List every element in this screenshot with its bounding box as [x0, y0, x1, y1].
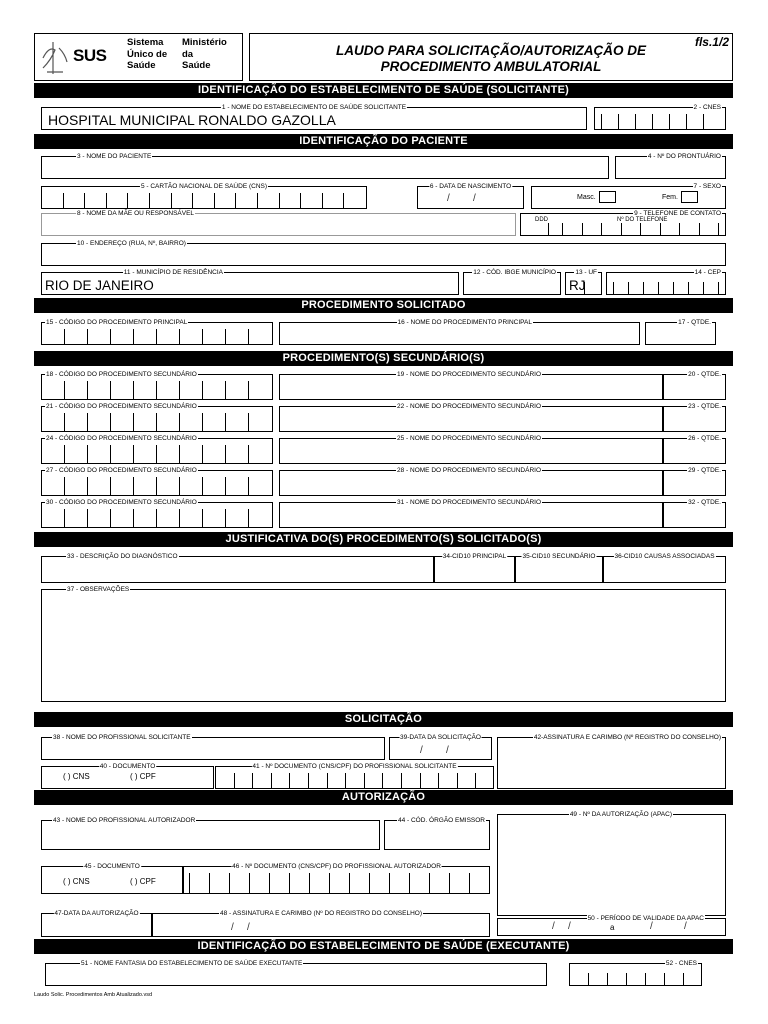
field-51-label: 51 - NOME FANTASIA DO ESTABELECIMENTO DE SAÚDE EXECUTANTE	[81, 960, 303, 967]
telefone-cells	[548, 223, 728, 235]
sec-nome-field[interactable]	[279, 499, 663, 528]
field-10-endereco[interactable]	[41, 240, 726, 266]
date-slash: /	[473, 193, 476, 204]
ministerio-line-2: da	[182, 48, 194, 60]
field-43-label: 43 - NOME DO PROFISSIONAL AUTORIZADOR	[53, 817, 196, 824]
field-3-nome-paciente[interactable]	[41, 153, 609, 179]
field-50-label: 50 - PERÍODO DE VALIDADE DA APAC	[587, 915, 704, 922]
sec-codigo-cells	[41, 413, 271, 431]
doc-aut-cns-option[interactable]: ( ) CNS	[63, 877, 90, 886]
field-49-numero-autorizacao[interactable]	[497, 811, 726, 916]
sec-qtde-field[interactable]	[663, 403, 726, 432]
ministerio-text	[182, 37, 227, 72]
field-16-label: 16 - NOME DO PROCEDIMENTO PRINCIPAL	[397, 319, 532, 326]
sexo-fem-checkbox[interactable]	[681, 191, 698, 203]
field-7-sexo	[531, 183, 726, 209]
sec-codigo-field[interactable]	[41, 403, 273, 432]
section-autorizacao: AUTORIZAÇÃO	[34, 790, 733, 805]
sus-logo-text: SUS	[73, 46, 107, 65]
field-44-label: 44 - CÓD. ÓRGÃO EMISSOR	[397, 817, 485, 824]
field-15-codigo-principal[interactable]	[41, 319, 273, 345]
field-36-cid-causas[interactable]	[603, 553, 726, 583]
field-41-numero-documento[interactable]	[215, 763, 494, 789]
field-48-assinatura-autorizador[interactable]	[152, 910, 490, 937]
sec-nome-label: 31 - NOME DO PROCEDIMENTO SECUNDÁRIO	[397, 499, 541, 506]
date-slash: /	[420, 745, 423, 756]
sec-nome-field[interactable]	[279, 435, 663, 464]
sec-nome-label: 28 - NOME DO PROCEDIMENTO SECUNDÁRIO	[397, 467, 541, 474]
sec-codigo-field[interactable]	[41, 467, 273, 496]
sec-codigo-field[interactable]	[41, 499, 273, 528]
doc-autorizador-cells	[189, 873, 489, 893]
field-39-data-solicitacao[interactable]	[389, 734, 492, 760]
sistema-line-2: Único de	[127, 48, 168, 60]
field-51-nome-executante[interactable]	[45, 960, 547, 986]
sec-nome-field[interactable]	[279, 371, 663, 400]
sec-qtde-label: 20 - QTDE.	[688, 371, 721, 378]
field-5-cns[interactable]	[41, 183, 367, 209]
sus-logo-icon	[39, 38, 71, 76]
sexo-masc-label: Masc.	[577, 194, 596, 201]
sec-codigo-label: 21 - CÓDIGO DO PROCEDIMENTO SECUNDÁRIO	[46, 403, 197, 410]
sexo-fem-label: Fem.	[662, 194, 678, 201]
page-number: fls.1/2	[694, 35, 729, 49]
field-12-ibge[interactable]	[463, 269, 561, 295]
field-11-municipio[interactable]	[41, 269, 459, 295]
sec-codigo-cells	[41, 381, 271, 399]
sec-qtde-field[interactable]	[663, 467, 726, 496]
field-50-periodo-validade[interactable]	[497, 915, 726, 936]
field-46-numero-documento-autorizador[interactable]	[183, 863, 490, 894]
field-38-profissional-solicitante[interactable]	[41, 734, 385, 760]
cnes-cells	[601, 114, 720, 129]
sec-codigo-label: 27 - CÓDIGO DO PROCEDIMENTO SECUNDÁRIO	[46, 467, 197, 474]
form-title-line-2: PROCEDIMENTO AMBULATORIAL	[380, 59, 602, 74]
field-48-label: 48 - ASSINATURA E CARIMBO (Nº DO REGISTRO DO CONSELHO)	[220, 910, 422, 917]
field-6-data-nascimento[interactable]	[417, 183, 524, 209]
field-3-label: 3 - NOME DO PACIENTE	[77, 153, 152, 160]
periodo-separator: a	[610, 923, 615, 932]
sec-codigo-label: 24 - CÓDIGO DO PROCEDIMENTO SECUNDÁRIO	[46, 435, 197, 442]
field-9-ddd-label: DDD	[535, 217, 548, 223]
date-slash: /	[247, 922, 250, 933]
field-44-orgao-emissor[interactable]	[384, 817, 490, 850]
sec-codigo-cells	[41, 445, 271, 463]
sec-codigo-field[interactable]	[41, 371, 273, 400]
field-37-observacoes[interactable]	[41, 586, 726, 702]
sec-nome-label: 19 - NOME DO PROCEDIMENTO SECUNDÁRIO	[397, 371, 541, 378]
field-15-label: 15 - CÓDIGO DO PROCEDIMENTO PRINCIPAL	[46, 319, 188, 326]
sistema-line-1: Sistema	[127, 37, 164, 48]
field-4-label: 4 - Nº DO PRONTUÁRIO	[647, 153, 721, 160]
field-5-label: 5 - CARTÃO NACIONAL DE SAÚDE (CNS)	[140, 183, 268, 190]
field-35-cid-secundario[interactable]	[515, 553, 603, 583]
field-17-qtde[interactable]	[645, 319, 716, 345]
sec-qtde-label: 23 - QTDE.	[688, 403, 721, 410]
section-secundarios: PROCEDIMENTO(S) SECUNDÁRIO(S)	[34, 351, 733, 366]
sec-nome-field[interactable]	[279, 403, 663, 432]
codigo-principal-cells	[41, 329, 271, 344]
field-12-label: 12 - CÓD. IBGE MUNICÍPIO	[473, 269, 556, 276]
field-46-label: 46 - Nº DOCUMENTO (CNS/CPF) DO PROFISSIONAL AUTORIZADOR	[232, 863, 441, 870]
section-solicitante: IDENTIFICAÇÃO DO ESTABELECIMENTO DE SAÚDE (SOLICITANTE)	[34, 83, 733, 98]
field-7-label: 7 - SEXO	[693, 183, 721, 190]
field-47-data-autorizacao[interactable]	[41, 910, 152, 937]
field-40-label: 40 - DOCUMENTO	[99, 763, 156, 770]
field-14-label: 14 - CEP	[694, 269, 721, 276]
sec-nome-field[interactable]	[279, 467, 663, 496]
doc-aut-cpf-option[interactable]: ( ) CPF	[130, 877, 156, 886]
doc-cpf-option[interactable]: ( ) CPF	[130, 772, 156, 781]
sec-qtde-label: 32 - QTDE.	[688, 499, 721, 506]
title-box	[249, 33, 733, 81]
cep-cells	[613, 282, 733, 294]
field-2-label: 2 - CNES	[693, 104, 721, 111]
date-slash: /	[231, 922, 234, 933]
sec-codigo-cells	[41, 509, 271, 527]
field-49-label: 49 - Nº DA AUTORIZAÇÃO (APAC)	[569, 811, 672, 818]
sistema-line-3: Saúde	[127, 60, 156, 71]
field-11-value: RIO DE JANEIRO	[45, 278, 154, 293]
field-39-label: 39-DATA DA SOLICITAÇÃO	[400, 734, 481, 741]
date-slash: /	[650, 921, 653, 932]
field-11-label: 11 - MUNICÍPIO DE RESIDÊNCIA	[123, 269, 223, 276]
field-43-profissional-autorizador[interactable]	[41, 817, 380, 850]
sec-codigo-cells	[41, 477, 271, 495]
section-executante: IDENTIFICAÇÃO DO ESTABELECIMENTO DE SAÚDE (EXECUTANTE)	[34, 939, 733, 954]
sexo-masc-checkbox[interactable]	[599, 191, 616, 203]
uf-cells	[584, 282, 585, 294]
field-9-telefone[interactable]	[520, 210, 726, 236]
sec-qtde-field[interactable]	[663, 371, 726, 400]
field-10-label: 10 - ENDEREÇO (RUA, Nº, BAIRRO)	[77, 240, 186, 247]
field-33-diagnostico[interactable]	[41, 553, 434, 583]
field-34-label: 34-CID10 PRINCIPAL	[442, 553, 507, 560]
sec-codigo-label: 18 - CÓDIGO DO PROCEDIMENTO SECUNDÁRIO	[46, 371, 197, 378]
section-solicitacao: SOLICITAÇÃO	[34, 712, 733, 727]
field-42-label: 42-ASSINATURA E CARIMBO (Nº REGISTRO DO CONSELHO)	[533, 734, 721, 741]
field-34-cid-principal[interactable]	[434, 553, 515, 583]
field-41-label: 41 - Nº DOCUMENTO (CNS/CPF) DO PROFISSIONAL SOLICITANTE	[252, 763, 457, 770]
field-45-documento	[41, 863, 183, 894]
doc-cns-option[interactable]: ( ) CNS	[63, 772, 90, 781]
sec-nome-label: 25 - NOME DO PROCEDIMENTO SECUNDÁRIO	[397, 435, 541, 442]
doc-solicitante-cells	[215, 773, 494, 788]
field-14-cep[interactable]	[606, 269, 726, 295]
field-1-value: HOSPITAL MUNICIPAL RONALDO GAZOLLA	[48, 112, 336, 128]
field-37-label: 37 - OBSERVAÇÕES	[67, 586, 130, 593]
logo-box	[34, 33, 243, 81]
sec-codigo-label: 30 - CÓDIGO DO PROCEDIMENTO SECUNDÁRIO	[46, 499, 197, 506]
field-8-nome-mae[interactable]	[41, 210, 516, 236]
field-13-value: RJ	[569, 278, 586, 293]
field-16-nome-principal[interactable]	[279, 319, 640, 345]
date-slash: /	[684, 921, 687, 932]
field-33-label: 33 - DESCRIÇÃO DO DIAGNÓSTICO	[67, 553, 178, 560]
sec-codigo-field[interactable]	[41, 435, 273, 464]
field-9-numero-label: Nº DO TELEFONE	[617, 217, 668, 223]
field-35-label: 35-CID10 SECUNDÁRIO	[522, 553, 596, 560]
section-procedimento: PROCEDIMENTO SOLICITADO	[34, 298, 733, 313]
field-52-label: 52 - CNES	[665, 960, 697, 967]
sec-qtde-label: 29 - QTDE.	[688, 467, 721, 474]
field-13-uf[interactable]	[565, 269, 602, 295]
date-slash: /	[446, 745, 449, 756]
sec-qtde-field[interactable]	[663, 499, 726, 528]
field-45-label: 45 - DOCUMENTO	[84, 863, 140, 870]
field-2-cnes[interactable]	[594, 104, 726, 130]
field-6-label: 6 - DATA DE NASCIMENTO	[429, 183, 512, 190]
field-36-label: 36-CID10 CAUSAS ASSOCIADAS	[614, 553, 715, 560]
cnes-exec-cells	[569, 973, 702, 985]
field-17-label: 17 - QTDE.	[678, 319, 711, 326]
section-justificativa: JUSTIFICATIVA DO(S) PROCEDIMENTO(S) SOLICITADO(S)	[34, 532, 733, 547]
date-slash: /	[552, 921, 555, 932]
form-title	[250, 43, 732, 75]
form-title-line-1: LAUDO PARA SOLICITAÇÃO/AUTORIZAÇÃO DE	[336, 43, 646, 58]
field-13-label: 13 - UF	[575, 269, 597, 276]
footer-filename: Laudo Solic. Procedimentos Amb Atualizado.vsd	[34, 992, 153, 998]
sec-qtde-label: 26 - QTDE.	[688, 435, 721, 442]
field-4-prontuario[interactable]	[615, 153, 726, 179]
field-1-label: 1 - NOME DO ESTABELECIMENTO DE SAÚDE SOLICITANTE	[221, 104, 407, 111]
field-40-documento	[41, 763, 214, 789]
ministerio-line-1: Ministério	[182, 37, 227, 48]
field-1-estabelecimento[interactable]	[41, 104, 587, 130]
sec-qtde-field[interactable]	[663, 435, 726, 464]
date-slash: /	[568, 921, 571, 932]
field-52-cnes-executante[interactable]	[569, 960, 702, 986]
field-42-assinatura-solicitante[interactable]	[497, 734, 726, 789]
field-9-label: 9 - TELEFONE DE CONTATO	[634, 210, 721, 217]
cns-cells	[41, 193, 365, 208]
date-slash: /	[447, 193, 450, 204]
field-38-label: 38 - NOME DO PROFISSIONAL SOLICITANTE	[53, 734, 191, 741]
sec-nome-label: 22 - NOME DO PROCEDIMENTO SECUNDÁRIO	[397, 403, 541, 410]
sistema-text	[127, 37, 167, 72]
field-47-label: 47-DATA DA AUTORIZAÇÃO	[54, 910, 139, 917]
section-paciente: IDENTIFICAÇÃO DO PACIENTE	[34, 134, 733, 149]
ministerio-line-3: Saúde	[182, 60, 211, 71]
field-8-label: 8 - NOME DA MÃE OU RESPONSÁVEL	[77, 210, 195, 217]
